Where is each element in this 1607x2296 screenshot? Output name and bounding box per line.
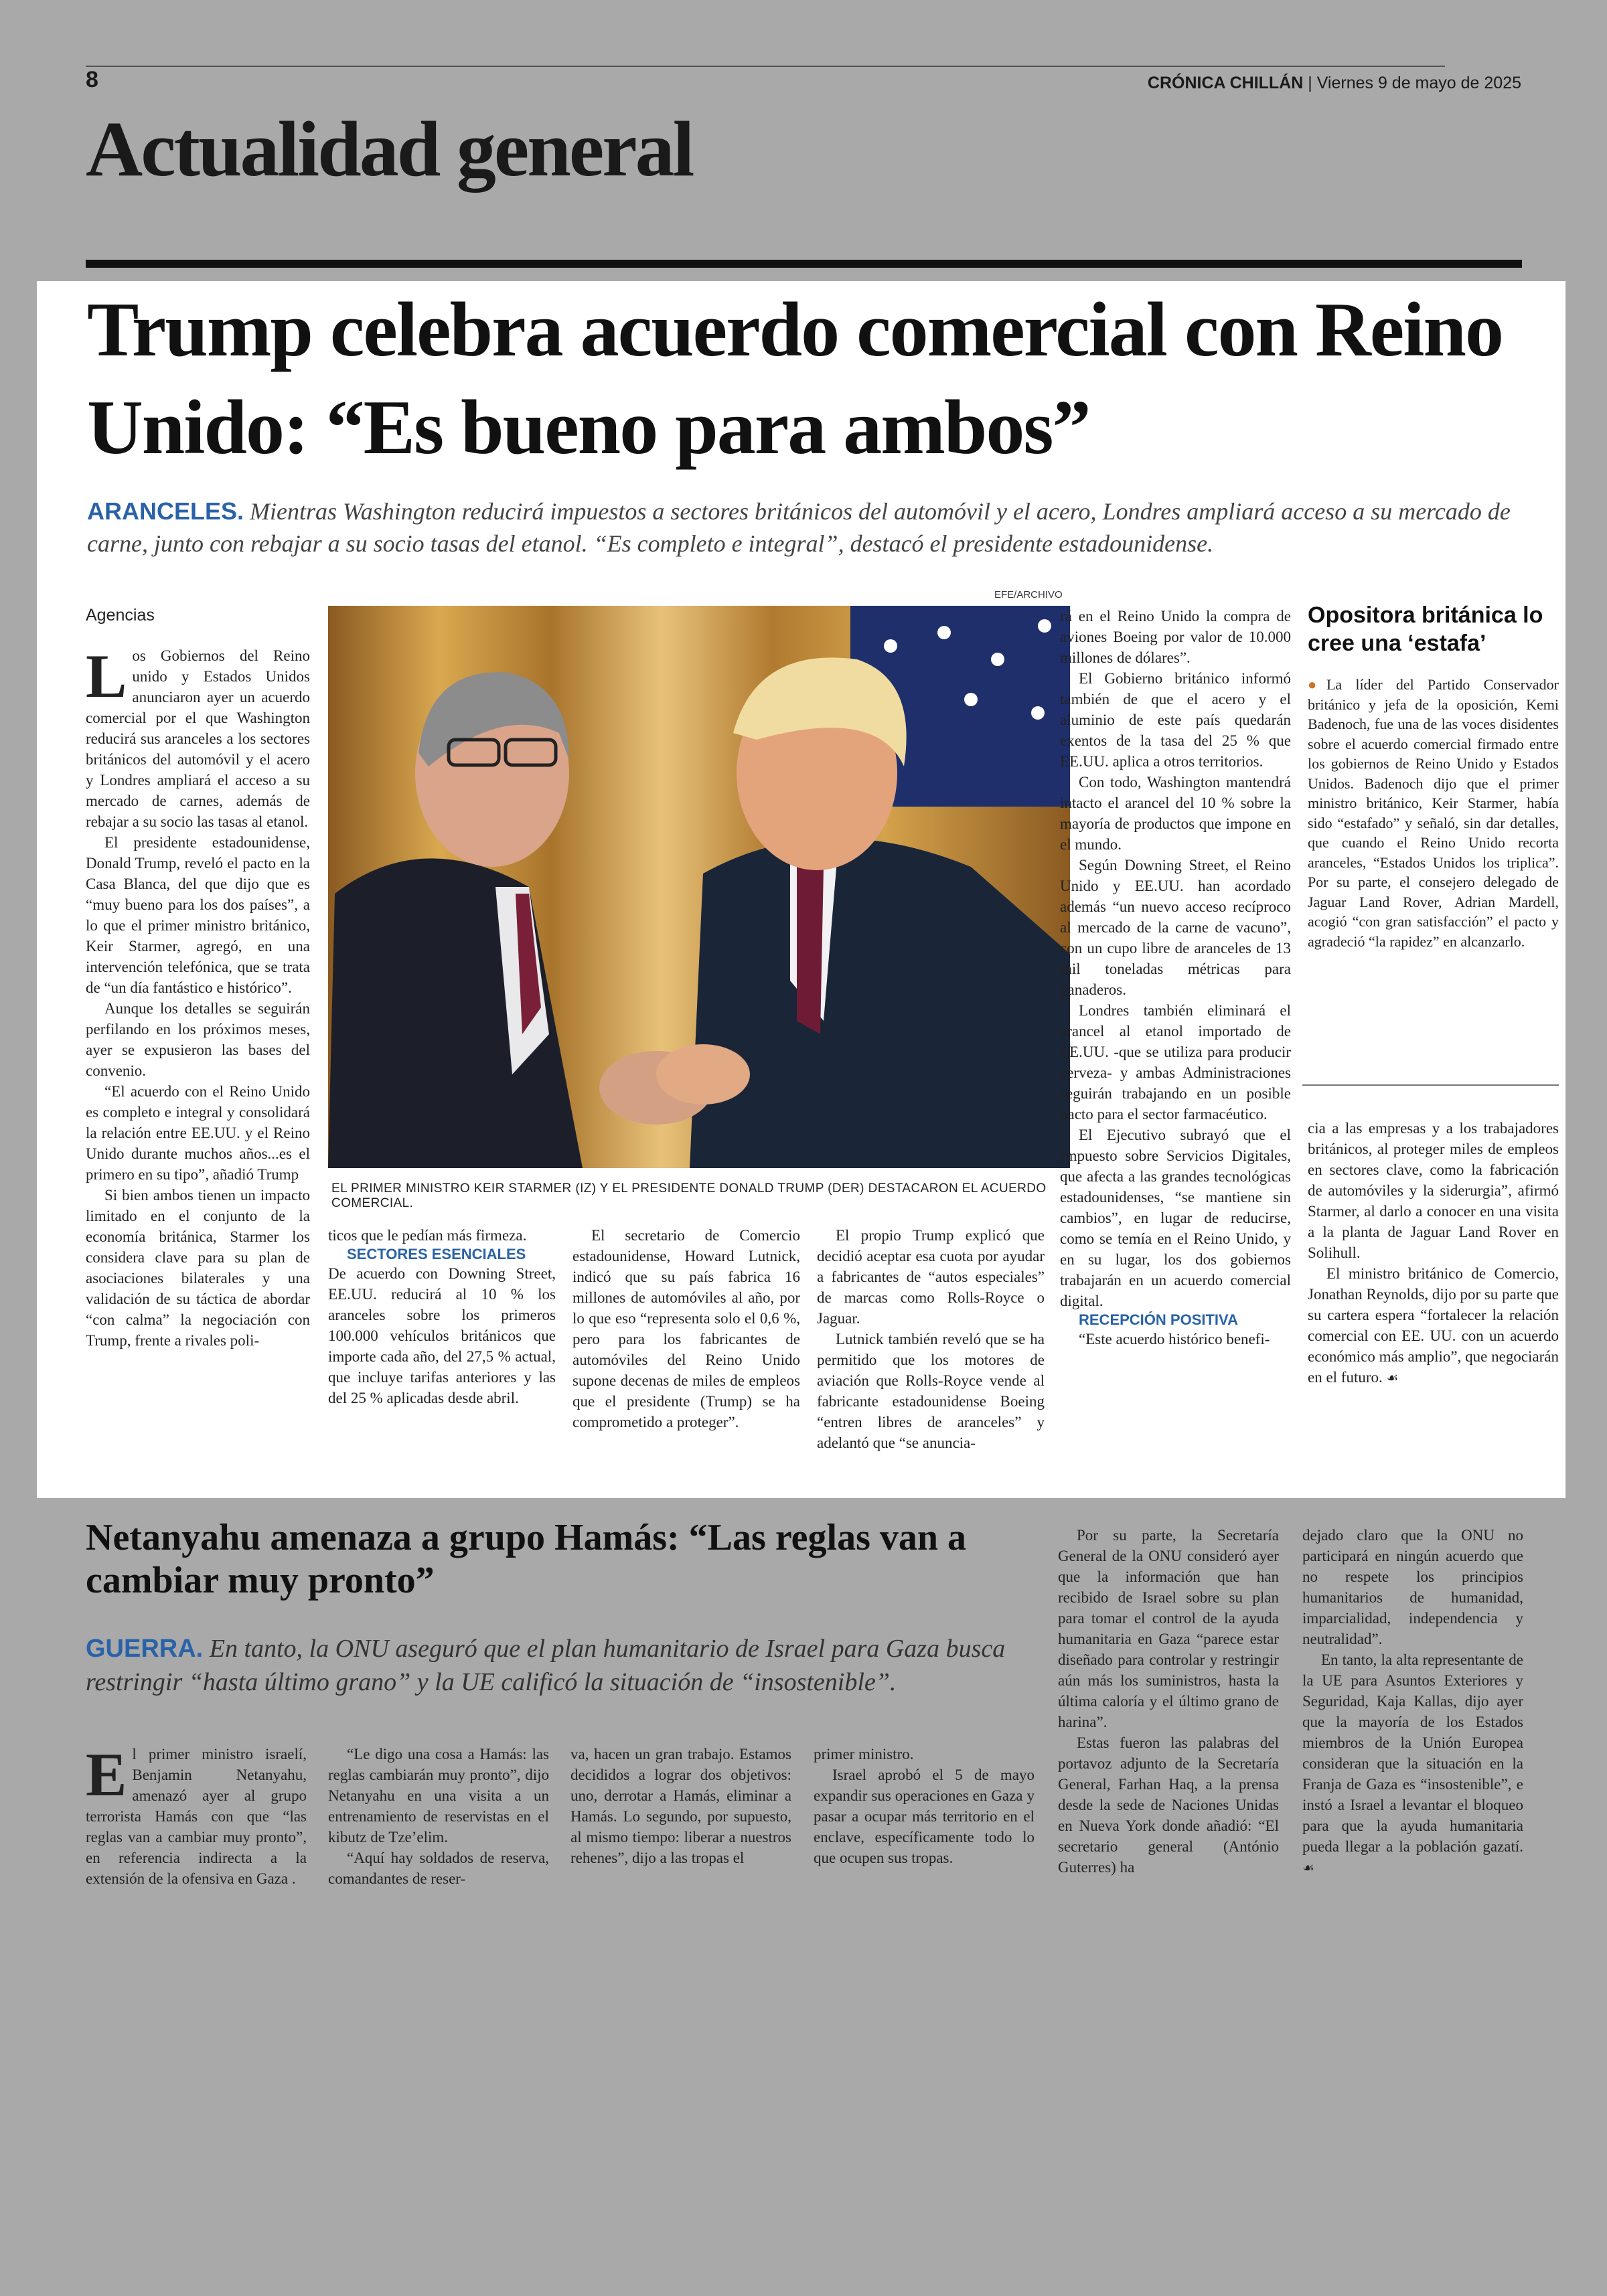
article1-col5	[1060, 606, 1291, 1349]
article2-subhead-text: En tanto, la ONU aseguró que el plan humanitario de Israel para Gaza busca restringir “hasta último grano” y la UE calificó la situación de “insostenible”.	[86, 1635, 1006, 1696]
article1-col6-p1: cia a las empresas y a los trabajadores británicos, al proteger miles de empleos en sectores clave, como la fabricación de automóviles y la siderurgia”, afirmó Starmer, al darlo a conocer en una visita a la planta de Jaguar Land Rover en Solihull.	[1308, 1120, 1559, 1261]
article2-subhead	[86, 1632, 1037, 1699]
article1-subhead	[87, 495, 1547, 560]
article1-col5-p4: Según Downing Street, el Reino Unido y EE.UU. han acordado además “un nuevo acceso recíproco al mercado de la carne de vacuno”, con un cupo libre de aranceles de 13 mil toneladas métricas para ganaderos.	[1060, 857, 1291, 998]
article2-col2-p1: “Le digo una cosa a Hamás: las reglas cambiarán muy pronto”, dijo Netanyahu en una visita a un entrenamiento de reservistas en el kibutz de Tze’elim.	[328, 1746, 549, 1846]
sidebar-rule	[1302, 1084, 1559, 1086]
paper-date: Viernes 9 de mayo de 2025	[1316, 74, 1521, 92]
end-mark-icon-2: ☙	[1302, 1860, 1314, 1876]
article2-col5	[1058, 1525, 1279, 1878]
article1-col4-p2: Lutnick también reveló que se ha permitido que los motores de aviación que Rolls-Royce vende al fabricante estadounidense Boeing “entren libres de aranceles” y adelantó que “se anuncia-	[817, 1331, 1045, 1451]
article1-col5-p6: El Ejecutivo subrayó que el Impuesto sobre Servicios Digitales, que afecta a las grandes tecnológicas estadounidenses, “se mantiene sin cambios”, en lugar de reducirse, como se temía en el Reino Unido, y en su lugar, los dos gobiernos trabajarán en un acuerdo comercial digital.	[1060, 1127, 1291, 1309]
section-head-recepcion: RECEPCIÓN POSITIVA	[1079, 1311, 1238, 1328]
paper-info: CRÓNICA CHILLÁN | Viernes 9 de mayo de 2025	[1147, 74, 1521, 92]
article-trump-uk	[37, 281, 1565, 1498]
byline: Agencias	[86, 606, 155, 625]
article1-col6-p2: El ministro británico de Comercio, Jonathan Reynolds, dijo por su parte que su cartera espera “fortalecer la relación comercial con EE. UU. con un acuerdo económico más amplio”, que negociarán en el futuro.	[1308, 1265, 1559, 1386]
section-title: Actualidad general	[86, 105, 693, 193]
article2-col3-p1: va, hacen un gran trabajo. Estamos decididos a lograr dos objetivos: uno, derrotar a Hamás, eliminar a Hamás. Lo segundo, por supuesto, al mismo tiempo: liberar a nuestros rehenes”, dijo a las tropas el	[570, 1746, 791, 1866]
article1-col2-top: ticos que le pedían más firmeza.	[328, 1227, 527, 1244]
article1-col4	[817, 1225, 1045, 1453]
article1-col5-end: “Este acuerdo histórico benefi-	[1079, 1331, 1270, 1347]
article2-col1-p1: l primer ministro israelí, Benjamin Netanyahu, amenazó ayer al grupo terrorista Hamás con que “las reglas van a cambiar muy pronto”, en referencia indirecta a la extensión de la ofensiva en Gaza .	[86, 1746, 307, 1887]
article1-col1-p4: “El acuerdo con el Reino Unido es completo e integral y consolidará la relación entre EE.UU. y el Reino Unido durante muchos años...es el primero en su tipo”, añadió Trump	[86, 1083, 310, 1183]
article1-col1-p2: El presidente estadounidense, Donald Trump, reveló el pacto en la Casa Blanca, del que dijo que es “muy bueno para los dos países”, a lo que el primer ministro británico, Keir Starmer, agregó, en una intervención telefónica, que se trata de “un día fantástico e histórico”.	[86, 834, 310, 996]
article1-col2-p1: De acuerdo con Downing Street, EE.UU. reducirá al 10 % los aranceles sobre los primeros 100.000 vehículos británicos que importe cada año, del 27,5 % actual, que incluye tarifas anteriores y las del 25 % aplicadas desde abril.	[328, 1265, 556, 1406]
article1-col1-p1: os Gobiernos del Reino unido y Estados Unidos anunciaron ayer un acuerdo comercial por el que Washington reducirá sus aranceles a los sectores británicos del automóvil y el acero y Londres ampliará el acceso a su mercado de carnes, además de rebajar a su socio las tasas al etanol.	[86, 647, 310, 830]
article2-col6-p1: dejado claro que la ONU no participará en ningún acuerdo que no respete los principios humanitarios de humanidad, imparcialidad, independencia y neutralidad”.	[1302, 1527, 1523, 1647]
article2-col4-p1: primer ministro.	[814, 1746, 914, 1762]
bullet-icon: ●	[1308, 676, 1326, 693]
drop-cap: L	[86, 642, 127, 710]
article2-col1	[86, 1740, 307, 1889]
article2-col5-p1: Por su parte, la Secretaría General de la ONU consideró ayer que la información que han recibido de Israel sobre su plan para tomar el control de la ayuda humanitaria en Gaza “parece estar diseñado para controlar y restringir aún más los suministros, hasta la última caloría y el último grano de harina”.	[1058, 1527, 1279, 1730]
article1-col1-p3: Aunque los detalles se seguirán perfilando en los próximos meses, ayer se expusieron las bases del convenio.	[86, 1000, 310, 1079]
photo-illustration	[328, 606, 1070, 1168]
article1-col5-p1: rá en el Reino Unido la compra de aviones Boeing por valor de 10.000 millones de dólares”.	[1060, 608, 1291, 666]
sidebar-box	[1308, 675, 1559, 951]
article1-col4-p1: El propio Trump explicó que decidió aceptar esa cuota por ayudar a fabricantes de “autos especiales” de marcas como Rolls-Royce o Jaguar.	[817, 1227, 1045, 1327]
article2-col4-p2: Israel aprobó el 5 de mayo expandir sus operaciones en Gaza y pasar a ocupar más territorio en el enclave, específicamente todo lo que ocupen sus tropas.	[814, 1767, 1035, 1866]
article1-col5-p3: Con todo, Washington mantendrá intacto el arancel del 10 % sobre la mayoría de productos que impone en el mundo.	[1060, 774, 1291, 853]
article1-headline: Trump celebra acuerdo comercial con Reino Unido: “Es bueno para ambos”	[87, 287, 1503, 471]
drop-cap-2: E	[86, 1740, 127, 1809]
article2-col2	[328, 1744, 549, 1889]
article1-col1	[86, 606, 310, 1351]
article2-col6-p2: En tanto, la alta representante de la UE para Asuntos Exteriores y Seguridad, Kaja Kallas, dijo ayer que la mayoría de los Estados miembros de la Unión Europea consideran que la situación en la Franja de Gaza es “insostenible”, e instó a Israel a levantar el bloqueo para que la ayuda humanitaria pueda llegar a la población gazatí.	[1302, 1651, 1523, 1855]
article2-col4	[814, 1744, 1035, 1868]
article1-col3	[572, 1225, 800, 1432]
paper-name: CRÓNICA CHILLÁN	[1147, 74, 1304, 92]
end-mark-icon: ☙	[1386, 1370, 1399, 1386]
article1-col2	[328, 1225, 556, 1408]
article1-col6	[1308, 1118, 1559, 1388]
article2-col3	[570, 1744, 791, 1868]
article2-kicker: GUERRA.	[86, 1635, 204, 1663]
article2-headline: Netanyahu amenaza a grupo Hamás: “Las reglas van a cambiar muy pronto”	[86, 1517, 967, 1601]
photo-caption: EL PRIMER MINISTRO KEIR STARMER (IZ) Y EL PRESIDENTE DONALD TRUMP (DER) DESTACARON EL ACUERDO COMERCIAL.	[331, 1181, 1047, 1210]
section-rule	[86, 260, 1522, 268]
section-head-sectores: SECTORES ESENCIALES	[347, 1246, 526, 1262]
article1-col5-p5: Londres también eliminará el arancel al etanol importado de EE.UU. -que se utiliza para producir cerveza- y ambas Administraciones seguirán trabajando en un posible pacto para el sector farmacéutico.	[1060, 1002, 1291, 1123]
photo-starmer-trump	[328, 606, 1070, 1168]
photo-credit: EFE/ARCHIVO	[994, 589, 1063, 600]
sidebar-title: Opositora británica lo cree una ‘estafa’	[1308, 602, 1543, 656]
article2-col2-p2: “Aquí hay soldados de reserva, comandantes de reser-	[328, 1850, 549, 1887]
sidebar-text: La líder del Partido Conservador británico y jefa de la oposición, Kemi Badenoch, fue una de las voces disidentes sobre el acuerdo comercial firmado entre los gobiernos de Reino Unido y Estados Unidos. Badenoch dijo que el primer ministro británico, Keir Starmer, había sido “estafado” y señaló, sin dar detalles, que cuando el Reino Unido recorta aranceles, “Estados Unidos los triplica”. Por su parte, el consejero delegado de Jaguar Land Rover, Adrian Mardell, acogió “con gran satisfacción” el pacto y agradeció “la rapidez” en alcanzarlo.	[1308, 676, 1559, 950]
header-rule	[86, 66, 1445, 67]
article1-col5-p2: El Gobierno británico informó también de que el acero y el aluminio de este país quedarán exentos de la tasa del 25 % que EE.UU. aplica a otros territorios.	[1060, 670, 1291, 770]
article2-col5-p2: Estas fueron las palabras del portavoz adjunto de la Secretaría General, Farhan Haq, a la prensa desde la sede de Naciones Unidas en Nueva York donde añadió: “El secretario general (António Guterres) ha	[1058, 1734, 1279, 1876]
article2-col6	[1302, 1525, 1523, 1878]
article1-subhead-text: Mientras Washington reducirá impuestos a sectores británicos del automóvil y el acero, Londres ampliará acceso a su mercado de carne, junto con rebajar a su socio tasas del etanol. “Es completo e integral”, destacó el presidente estadounidense.	[87, 498, 1511, 557]
article1-col3-p1: El secretario de Comercio estadounidense, Howard Lutnick, indicó que su país fabrica 16 millones de automóviles al año, por lo que eso “representa solo el 0,6 %, pero para los fabricantes de automóviles del Reino Unido supone decenas de miles de empleos que el presidente (Trump) se ha comprometido a proteger”.	[572, 1227, 800, 1430]
page-number: 8	[86, 67, 98, 92]
article1-col1-p5: Si bien ambos tienen un impacto limitado en el conjunto de la economía británica, Starmer los considera clave para su plan de asociaciones bilaterales y una validación de su táctica de abordar “con calma” la negociación con Trump, frente a rivales poli-	[86, 1187, 310, 1349]
article1-kicker: ARANCELES.	[87, 497, 244, 525]
